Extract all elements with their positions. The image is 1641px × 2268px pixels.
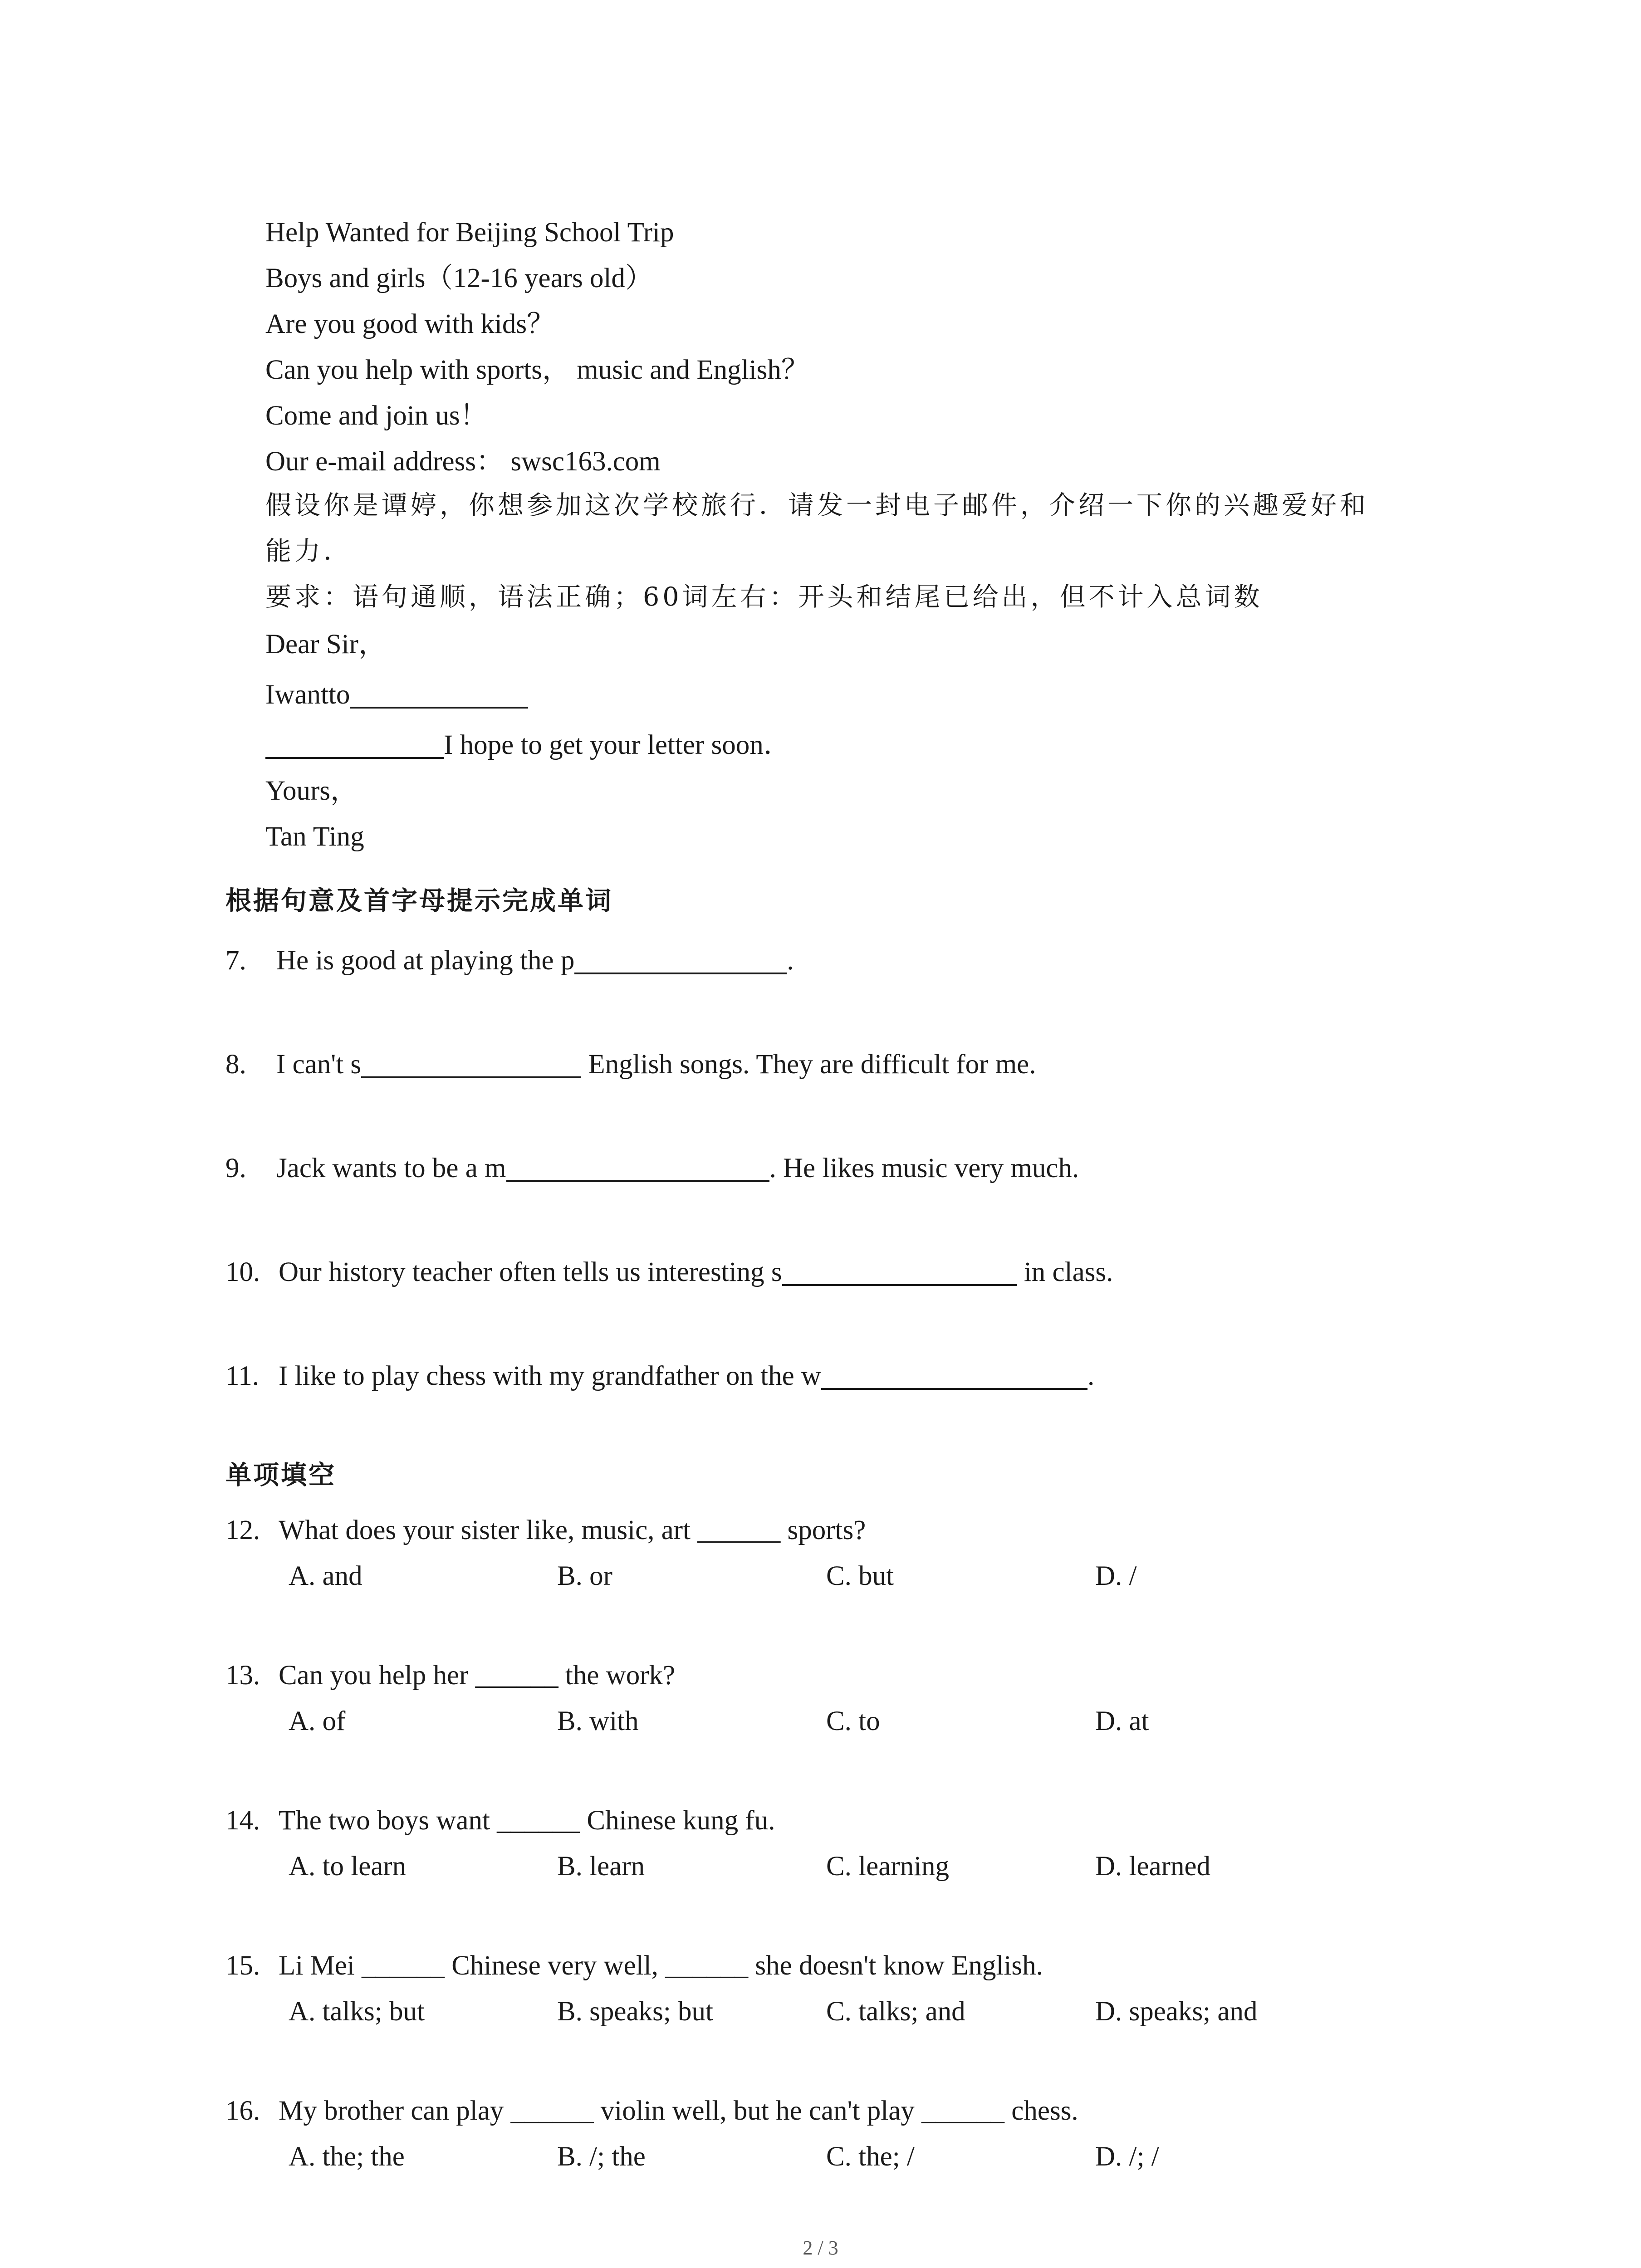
- option-c[interactable]: C. talks; and: [826, 1996, 965, 2027]
- question-text-after: .: [1087, 1361, 1095, 1391]
- section-heading-words: 根据句意及首字母提示完成单词: [225, 885, 613, 916]
- question-8: [225, 1050, 1036, 1078]
- option-b[interactable]: B. learn: [557, 1851, 645, 1882]
- task-instruction-cont: 能力．: [265, 536, 353, 566]
- answer-blank[interactable]: [506, 1154, 769, 1182]
- question-text-after: . He likes music very much.: [769, 1153, 1079, 1183]
- option-d[interactable]: D. learned: [1095, 1851, 1211, 1882]
- answer-blank[interactable]: [350, 680, 528, 709]
- answer-blank[interactable]: [821, 1362, 1087, 1390]
- option-a[interactable]: A. to learn: [289, 1851, 407, 1882]
- task-requirement: 要求：语句通顺，语法正确；60词左右：开头和结尾已给出，但不计入总词数: [265, 582, 1263, 612]
- option-b[interactable]: B. /; the: [557, 2141, 646, 2172]
- letter-closing: Yours，: [265, 776, 358, 806]
- question-text-after: English songs. They are difficult for me.: [581, 1049, 1036, 1080]
- question-stem: My brother can play ______ violin well, but he can't play ______ chess.: [279, 2096, 1078, 2126]
- question-number: 8.: [225, 1049, 246, 1080]
- option-a[interactable]: A. and: [289, 1561, 362, 1591]
- option-d[interactable]: D. /: [1095, 1561, 1137, 1591]
- answer-blank[interactable]: [782, 1258, 1017, 1286]
- option-c[interactable]: C. but: [826, 1561, 894, 1591]
- question-number: 10.: [225, 1257, 260, 1287]
- option-a[interactable]: A. talks; but: [289, 1996, 425, 2027]
- answer-blank[interactable]: [361, 1050, 581, 1078]
- question-12: [225, 1516, 866, 1544]
- ad-line: Are you good with kids？: [265, 309, 555, 339]
- answer-blank[interactable]: [574, 946, 787, 974]
- letter-end-text: I hope to get your letter soon．: [444, 730, 791, 760]
- letter-end: [265, 731, 791, 759]
- section-heading-choice: 单项填空: [225, 1460, 336, 1490]
- question-stem: Can you help her ______ the work?: [279, 1660, 676, 1691]
- letter-signature: Tan Ting: [265, 821, 364, 852]
- question-7: [225, 946, 794, 974]
- question-number: 16.: [225, 2096, 260, 2126]
- question-16: [225, 2097, 1078, 2125]
- ad-line: Can you help with sports， music and English？: [265, 355, 809, 385]
- option-b[interactable]: B. or: [557, 1561, 612, 1591]
- ad-line: Boys and girls（12-16 years old）: [265, 263, 653, 293]
- option-a[interactable]: A. the; the: [289, 2141, 405, 2172]
- question-text: I can't s: [276, 1049, 362, 1080]
- letter-start: [265, 680, 528, 709]
- question-number: 15.: [225, 1950, 260, 1981]
- option-c[interactable]: C. the; /: [826, 2141, 915, 2172]
- option-c[interactable]: C. learning: [826, 1851, 950, 1882]
- question-9: [225, 1154, 1079, 1182]
- option-d[interactable]: D. at: [1095, 1706, 1149, 1736]
- question-text-after: in class.: [1017, 1257, 1113, 1287]
- task-instruction: 假设你是谭婷，你想参加这次学校旅行．请发一封电子邮件，介绍一下你的兴趣爱好和: [265, 490, 1369, 520]
- question-stem: What does your sister like, music, art ______ sports?: [279, 1515, 866, 1545]
- question-number: 11.: [225, 1361, 259, 1391]
- option-b[interactable]: B. with: [557, 1706, 639, 1736]
- page-number: 2 / 3: [803, 2237, 838, 2259]
- question-text: I like to play chess with my grandfather on the w: [279, 1361, 821, 1391]
- option-d[interactable]: D. speaks; and: [1095, 1996, 1258, 2027]
- question-stem: Li Mei ______ Chinese very well, ______ she doesn't know English.: [279, 1950, 1043, 1981]
- question-number: 9.: [225, 1153, 246, 1183]
- question-number: 14.: [225, 1805, 260, 1836]
- letter-greeting: Dear Sir，: [265, 629, 386, 660]
- question-10: [225, 1258, 1113, 1286]
- question-text: Our history teacher often tells us interesting s: [279, 1257, 782, 1287]
- question-text-after: .: [787, 945, 794, 976]
- question-stem: The two boys want ______ Chinese kung fu.: [279, 1805, 775, 1836]
- option-d[interactable]: D. /; /: [1095, 2141, 1159, 2172]
- question-number: 7.: [225, 945, 246, 976]
- option-c[interactable]: C. to: [826, 1706, 880, 1736]
- option-a[interactable]: A. of: [289, 1706, 346, 1736]
- question-11: [225, 1362, 1094, 1390]
- question-number: 12.: [225, 1515, 260, 1545]
- question-text: He is good at playing the p: [276, 945, 575, 976]
- question-number: 13.: [225, 1660, 260, 1691]
- ad-line: Come and join us！: [265, 401, 488, 431]
- question-13: [225, 1662, 675, 1689]
- question-15: [225, 1952, 1043, 1980]
- question-text: Jack wants to be a m: [276, 1153, 506, 1183]
- letter-start-text: Iwantto: [265, 679, 350, 710]
- question-14: [225, 1807, 775, 1834]
- answer-blank[interactable]: [265, 731, 444, 759]
- option-b[interactable]: B. speaks; but: [557, 1996, 713, 2027]
- ad-title: Help Wanted for Beijing School Trip: [265, 217, 674, 248]
- ad-email: Our e-mail address： swsc163.com: [265, 446, 661, 477]
